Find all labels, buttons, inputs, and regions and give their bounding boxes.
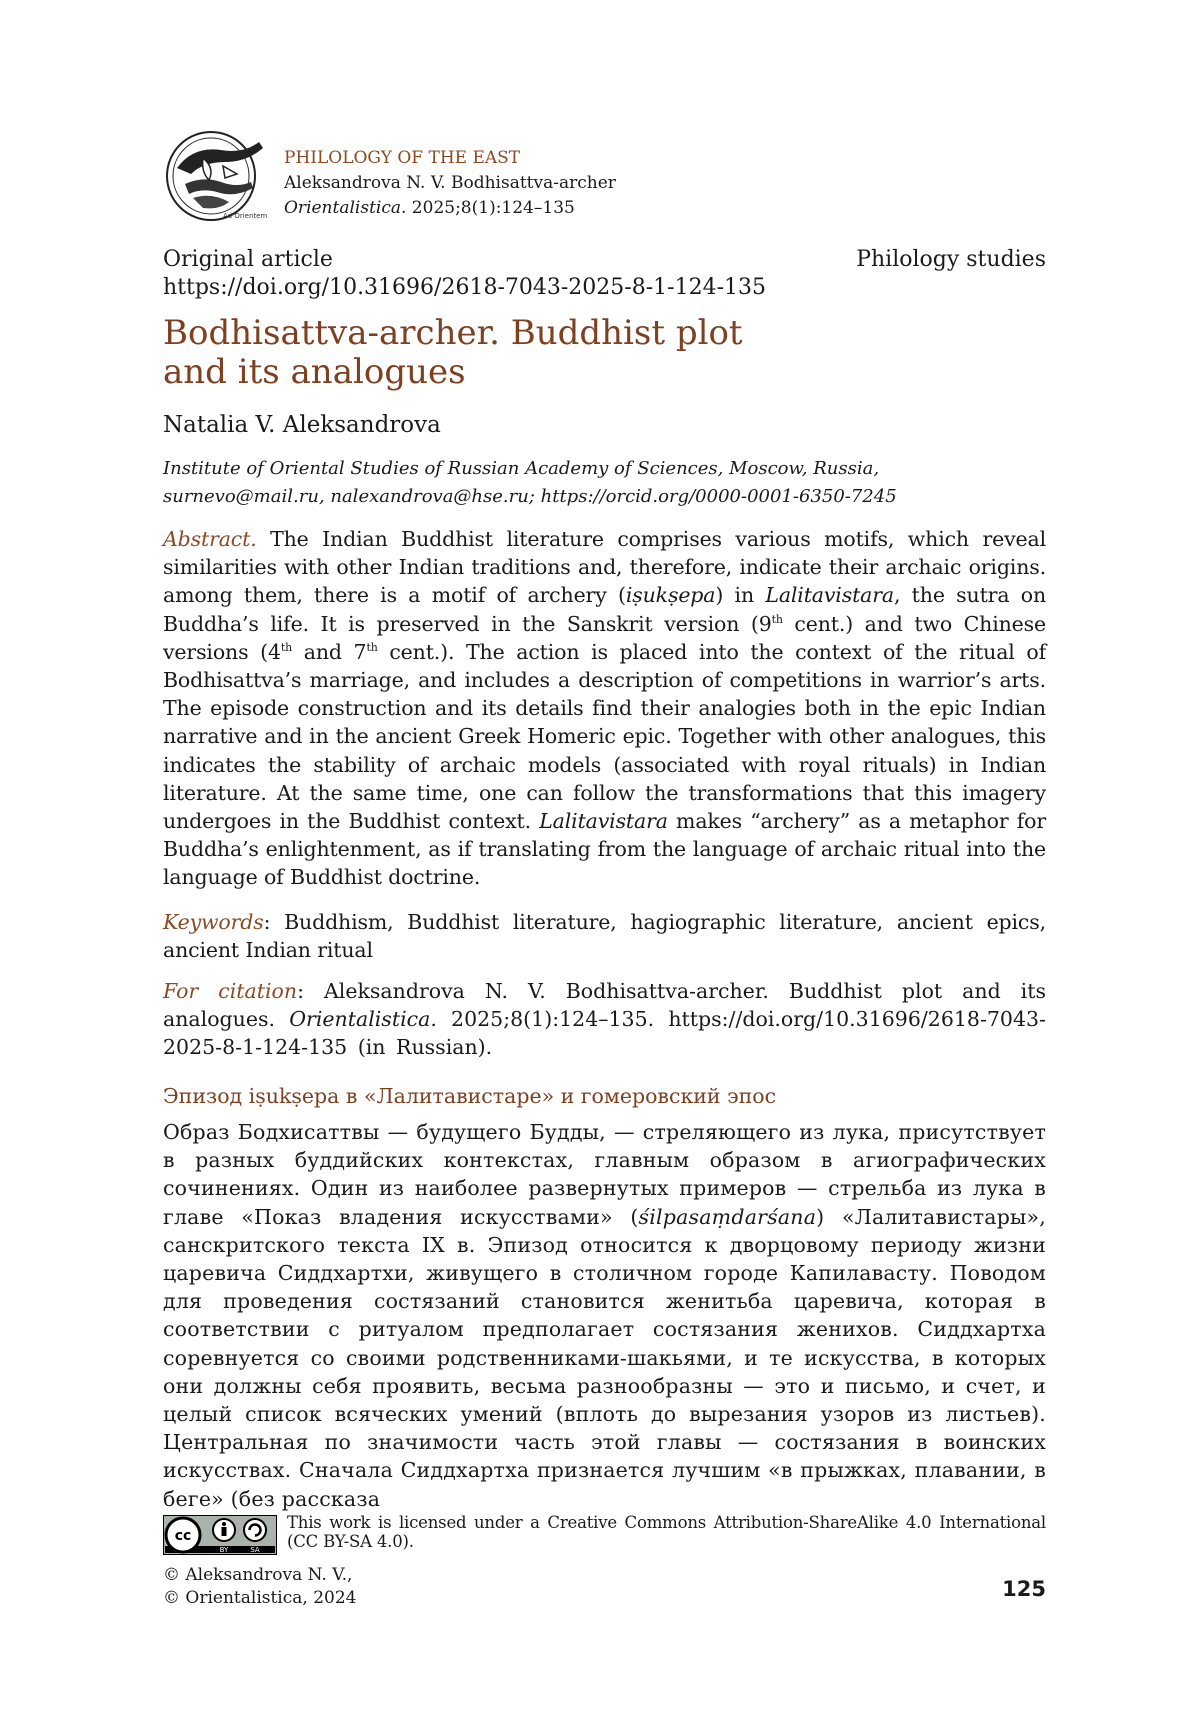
keywords-list: : Buddhism, Buddhist literature, hagiographic literature, ancient epics, ancient Indian ritual bbox=[163, 910, 1046, 963]
copyright-author: © Aleksandrova N. V., bbox=[163, 1565, 353, 1585]
cc-by-sa-icon[interactable] bbox=[163, 1515, 277, 1555]
article-type: Original article bbox=[163, 247, 333, 272]
copyright-journal: © Orientalistica, 2024 bbox=[163, 1588, 357, 1608]
title-line-2: and its analogues bbox=[163, 352, 466, 392]
author-affiliation bbox=[163, 455, 897, 511]
affiliation-contacts[interactable]: surnevo@mail.ru, nalexandrova@hse.ru; https://orcid.org/0000-0001-6350-7245 bbox=[163, 486, 897, 507]
by-mark: BY bbox=[219, 1546, 229, 1554]
logo-text: Ad Orientem bbox=[223, 212, 268, 220]
section-label: Philology studies bbox=[856, 247, 1046, 272]
journal-info bbox=[284, 146, 616, 221]
abstract: Abstract. The Indian Buddhist literature comprises various motifs, which reveal similarities with other Indian traditions and, therefore, indicate their archaic origins. among them, there is a motif of archery (iṣukṣepa) in Lalitavistara, the sutra on Buddha’s life. It is preserved in the Sanskrit version (9th cent.) and two Chinese versions (4th and 7th cent.). The action is placed into the context of the ritual of Bodhisattva’s marriage, and includes a description of competitions in warrior’s arts. The episode construction and its details find their analogies both in the epic Indian narrative and in the ancient Greek Homeric epic. Together with other analogues, this indicates the stability of archaic models (associated with royal rituals) in Indian literature. At the same time, one can follow the transformations that this imagery undergoes in the Buddhist context. Lalitavistara makes “archery” as a metaphor for Buddha’s enlightenment, as if translating from the language of archaic ritual into the language of Buddhist doctrine. bbox=[163, 527, 1047, 890]
journal-italic-name: Orientalistica. bbox=[284, 198, 407, 218]
article-meta bbox=[163, 246, 766, 302]
citation-journal: Orientalistica. bbox=[289, 1007, 437, 1032]
affiliation-line-1: Institute of Oriental Studies of Russian Academy of Sciences, Moscow, Russia, bbox=[163, 458, 880, 479]
abstract-label: Abstract. bbox=[163, 527, 257, 551]
license-text[interactable]: This work is licensed under a Creative Commons Attribution-ShareAlike 4.0 International (CC BY-SA 4.0). bbox=[287, 1513, 1046, 1551]
citation: For citation: Aleksandrova N. V. Bodhisattva-archer. Buddhist plot and its analogues. Orientalistica. 2025;8(1):124–135. https://doi.org/10.31696/2618-7043-2025-8-1-124-135 (in Russian). bbox=[163, 979, 1046, 1060]
license-notice bbox=[163, 1513, 1046, 1557]
journal-emblem-icon bbox=[163, 128, 268, 223]
running-title: Aleksandrova N. V. Bodhisattva-archer bbox=[284, 173, 616, 193]
journal-header bbox=[163, 128, 763, 223]
body-text: Образ Бодхисаттвы — будущего Будды, — стреляющего из лука, присутствует в разных буддийских контекстах, главным образом в агиографических сочинениях. Один из наиболее развернутых примеров — стрельба из лука в главе «Показ владения искусствами» (śilpasaṃdarśana) «Лалитавистары», санскритского текста IX в. Эпизод относится к дворцовому периоду жизни царевича Сиддхартхи, живущего в столичном городе Капилавасту. Поводом для проведения состязаний становится женитьба царевича, которая в соответствии с ритуалом предполагает состязания женихов. Сиддхартха соревнуется со своими родственниками-шакьями, и те искусства, в которых они должны себя проявить, весьма разнообразны — это и письмо, и счет, и целый список всяческих умений (вплоть до вырезания узоров из листьев). Центральная по значимости часть этой главы — состязания в воинских искусствах. Сначала Сиддхартха признается лучшим «в прыжках, плавании, в беге» (без рассказа bbox=[163, 1120, 1047, 1511]
issue-ref: 2025;8(1):124–135 bbox=[406, 198, 575, 218]
term-isuksepa: iṣukṣepa bbox=[625, 583, 716, 608]
term-lalitavistara-2: Lalitavistara bbox=[539, 809, 668, 834]
page-number: 125 bbox=[1002, 1577, 1046, 1601]
term-lalitavistara: Lalitavistara bbox=[765, 583, 894, 608]
journal-section-name: PHILOLOGY OF THE EAST bbox=[284, 148, 521, 168]
article-title bbox=[163, 314, 863, 392]
citation-label: For citation bbox=[163, 979, 298, 1003]
sa-mark: SA bbox=[250, 1546, 260, 1554]
keywords-label: Keywords bbox=[163, 910, 264, 934]
title-line-1: Bodhisattva-archer. Buddhist plot bbox=[163, 313, 743, 353]
doi-link[interactable]: https://doi.org/10.31696/2618-7043-2025-8-1-124-135 bbox=[163, 275, 767, 300]
keywords bbox=[163, 908, 1046, 964]
copyright bbox=[163, 1564, 356, 1610]
journal-issue bbox=[284, 196, 616, 221]
cc-mark: cc bbox=[174, 1528, 192, 1544]
term-silpasamdarsana: śilpasaṃdarśana bbox=[638, 1204, 817, 1229]
author-name: Natalia V. Aleksandrova bbox=[163, 412, 441, 438]
section-heading: Эпизод iṣukṣepa в «Лалитавистаре» и гомеровский эпос bbox=[163, 1084, 777, 1108]
